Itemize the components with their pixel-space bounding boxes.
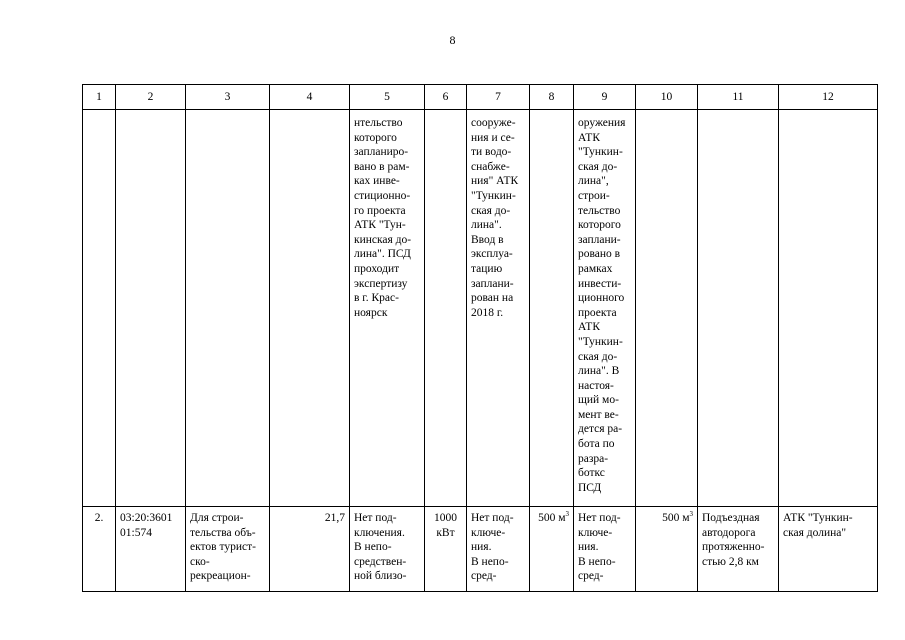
column-header-7: 7 bbox=[467, 85, 530, 110]
cadastral-number: 03:20:3601 01:574 bbox=[116, 507, 186, 592]
cell-c7: сооруже- ния и се- ти водо- снабже- ния" АТК "Тункин- ская до- лина". Ввод в эксплуа- тацию заплани- рован на 2018 г. bbox=[467, 110, 530, 507]
cell-c11 bbox=[698, 110, 779, 507]
cell-c12 bbox=[779, 110, 878, 507]
electricity-capacity: 1000 кВт bbox=[425, 507, 467, 592]
cell-c1 bbox=[83, 110, 116, 507]
column-header-11: 11 bbox=[698, 85, 779, 110]
column-header-12: 12 bbox=[779, 85, 878, 110]
sewerage-status: Нет под- ключе- ния. В непо- сред- bbox=[574, 507, 636, 592]
cell-c10 bbox=[636, 110, 698, 507]
water-supply-status: Нет под- ключе- ния. В непо- сред- bbox=[467, 507, 530, 592]
owner-entity: АТК "Тункин- ская долина" bbox=[779, 507, 878, 592]
land-plots-table bbox=[82, 84, 878, 592]
table-row-2 bbox=[83, 507, 878, 592]
electricity-status: Нет под- ключения. В непо- средствен- ной близо- bbox=[350, 507, 425, 592]
cell-c6 bbox=[425, 110, 467, 507]
cell-c3 bbox=[186, 110, 270, 507]
cell-c2 bbox=[116, 110, 186, 507]
column-header-5: 5 bbox=[350, 85, 425, 110]
area-value: 21,7 bbox=[270, 507, 350, 592]
sewerage-volume-unit-sup: 3 bbox=[689, 510, 693, 519]
column-number-row bbox=[83, 85, 878, 110]
land-purpose: Для строи- тельства объ- ектов турист- ско- рекреацион- bbox=[186, 507, 270, 592]
water-supply-volume bbox=[530, 507, 574, 592]
cell-c4 bbox=[270, 110, 350, 507]
road-access: Подъездная автодорога протяженно- стью 2,8 км bbox=[698, 507, 779, 592]
column-header-2: 2 bbox=[116, 85, 186, 110]
column-header-6: 6 bbox=[425, 85, 467, 110]
sewerage-volume-value: 500 м bbox=[662, 512, 690, 524]
water-volume-unit-sup: 3 bbox=[565, 510, 569, 519]
cell-c9: оружения АТК "Тункин- ская до- лина", строи- тельство которого заплани- ровано в рамках инвести- ционного проекта АТК "Тункин- ская до- лина". В настоя- щий мо- мент ве- дется ра- бота по разра- боткс ПСД bbox=[574, 110, 636, 507]
sewerage-volume bbox=[636, 507, 698, 592]
column-header-4: 4 bbox=[270, 85, 350, 110]
cell-c5: нтельство которого запланиро- вано в рам- ках инве- стиционно- го проекта АТК "Тун- кинская до- лина". ПСД проходит экспертизу в г. Крас- ноярск bbox=[350, 110, 425, 507]
column-header-3: 3 bbox=[186, 85, 270, 110]
cell-c8 bbox=[530, 110, 574, 507]
column-header-8: 8 bbox=[530, 85, 574, 110]
column-header-9: 9 bbox=[574, 85, 636, 110]
page-number: 8 bbox=[449, 33, 456, 47]
column-header-1: 1 bbox=[83, 85, 116, 110]
table-row-continuation bbox=[83, 110, 878, 507]
water-volume-value: 500 м bbox=[538, 512, 566, 524]
column-header-10: 10 bbox=[636, 85, 698, 110]
row-number: 2. bbox=[83, 507, 116, 592]
